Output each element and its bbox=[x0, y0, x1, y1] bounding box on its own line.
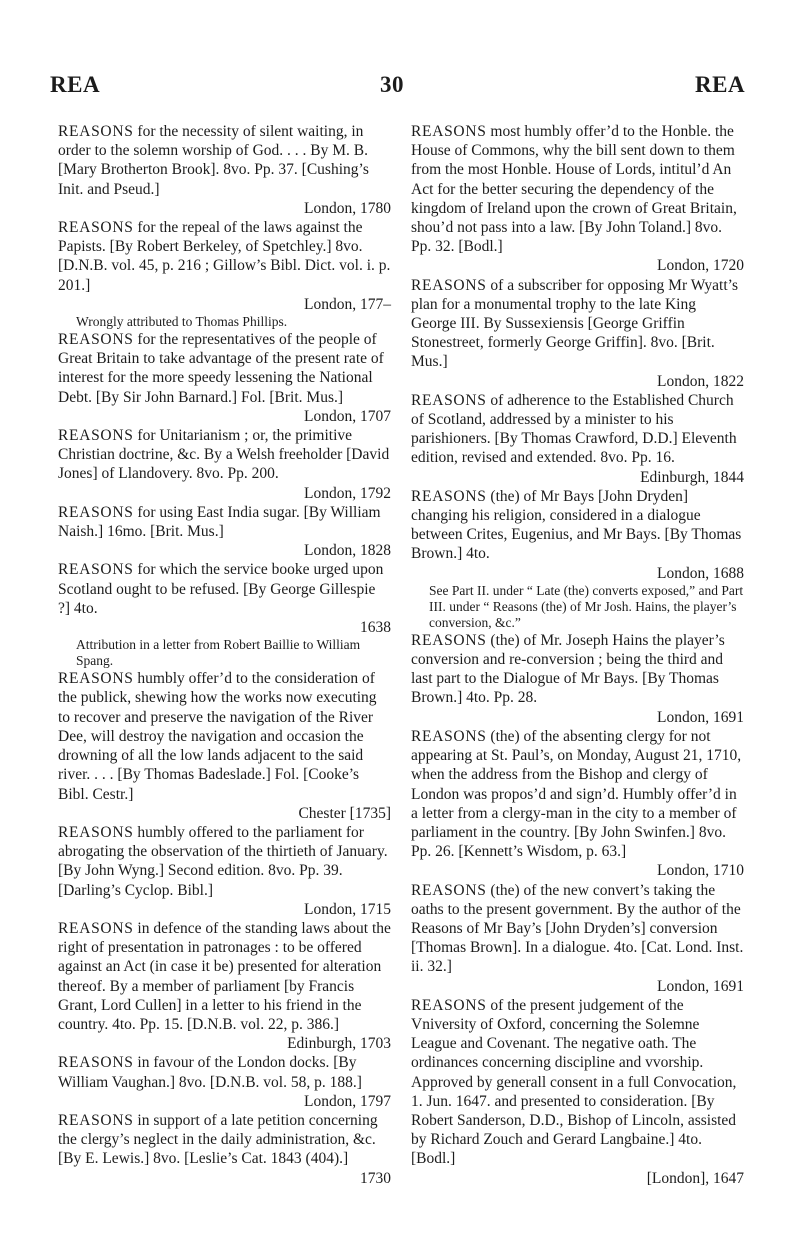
entry-text: for the representatives of the people of Great Britain to take advantage of the present rate of interest for the more speedy lessening the National Debt. [By Sir John Barnard.] Fol. [Brit. Mus.] bbox=[58, 331, 384, 406]
bibliography-entry bbox=[411, 996, 744, 1188]
entry-imprint: London, 1715 bbox=[304, 900, 391, 918]
entry-headword: REASONS bbox=[58, 919, 134, 937]
entry-text: for using East India sugar. [By William Naish.] 16mo. [Brit. Mus.] bbox=[58, 503, 381, 541]
entry-headword: REASONS bbox=[58, 823, 134, 841]
entry-imprint: London, 1691 bbox=[657, 977, 744, 995]
entry-text: for which the service booke urged upon Scotland ought to be refused. [By George Gillespie ?] 4to. bbox=[58, 561, 384, 617]
entry-headword: REASONS bbox=[411, 881, 487, 899]
entry-text: humbly offered to the parliament for abrogating the observation of the thirtieth of January. [By John Wyng.] Second edition. 8vo. Pp. 39. [Darling’s Cyclop. Bibl.] bbox=[58, 823, 388, 899]
entry-headword: REASONS bbox=[58, 561, 134, 579]
entry-imprint: Edinburgh, 1703 bbox=[287, 1035, 391, 1053]
bibliography-entry bbox=[411, 631, 744, 727]
bibliography-entry bbox=[411, 276, 744, 391]
bibliography-entry bbox=[58, 919, 391, 1053]
entry-headword: REASONS bbox=[411, 123, 487, 140]
entry-text: (the) of the new convert’s taking the oaths to the present government. By the author of the Reasons of Mr Bay’s [John Dryden’s] conversion [Thomas Brown]. In a dialogue. 4to. [Cat. Lond. Inst. ii. 32.] bbox=[411, 881, 744, 976]
entry-imprint: London, 1707 bbox=[304, 407, 391, 425]
entry-headword: REASONS bbox=[58, 331, 134, 349]
entry-imprint: London, 1792 bbox=[304, 484, 391, 502]
bibliography-entry bbox=[58, 503, 391, 561]
bibliography-entry bbox=[58, 669, 391, 823]
bibliography-entry bbox=[58, 1111, 391, 1188]
left-column bbox=[58, 122, 391, 1188]
entry-imprint: 1730 bbox=[360, 1169, 391, 1187]
entry-text: in defence of the standing laws about the right of presentation in patronages : to be offered against an Act (in case it be) presented for alteration thereof. By a member of parliament [by Francis Grant, Lord Cullen] in a letter to his friend in the country. 4to. Pp. 15. [D.N.B. vol. 22, p. 386.] bbox=[58, 919, 391, 1033]
entry-headword: REASONS bbox=[58, 670, 134, 688]
entry-imprint: 1638 bbox=[360, 619, 391, 637]
entry-headword: REASONS bbox=[411, 487, 487, 505]
right-column bbox=[411, 122, 744, 1188]
entry-text: (the) of Mr Bays [John Dryden] changing his religion, considered in a dialogue between Crites, Eugenius, and Mr Bays. [By Thomas Brown.] 4to. bbox=[411, 487, 742, 563]
bibliography-entry bbox=[411, 727, 744, 881]
entry-headword: REASONS bbox=[411, 276, 487, 294]
entry-headword: REASONS bbox=[58, 219, 134, 237]
entry-text: for the repeal of the laws against the Papists. [By Robert Berkeley, of Spetchley.] 8vo. [D.N.B. vol. 45, p. 216 ; Gillow’s Bibl. Dict. vol. i. p. 201.] bbox=[58, 219, 391, 294]
entry-imprint: London, 1828 bbox=[304, 542, 391, 560]
entry-headword: REASONS bbox=[411, 996, 487, 1014]
bibliography-entry bbox=[411, 487, 744, 631]
entry-imprint: London, 1691 bbox=[657, 708, 744, 726]
entry-imprint: London, 1780 bbox=[304, 199, 391, 217]
entry-imprint: Edinburgh, 1844 bbox=[640, 468, 744, 486]
bibliography-entry bbox=[58, 1053, 391, 1111]
running-head-left: REA bbox=[50, 72, 101, 97]
entry-headword: REASONS bbox=[411, 391, 487, 409]
bibliography-entry bbox=[411, 122, 744, 276]
entry-text: of adherence to the Established Church of Scotland, addressed by a minister to his parishioners. [By Thomas Crawford, D.D.] Eleventh edition, revised and extended. 8vo. Pp. 16. bbox=[411, 391, 737, 467]
running-head-right: REA bbox=[695, 72, 746, 97]
entry-text: for the necessity of silent waiting, in order to the solemn worship of God. . . . By M. B. [Mary Brotherton Brook]. 8vo. Pp. 37. [Cushing’s Init. and Pseud.] bbox=[58, 123, 369, 198]
entry-imprint: London, 1822 bbox=[657, 372, 744, 390]
entry-headword: REASONS bbox=[58, 1111, 134, 1129]
entry-text: in support of a late petition concerning the clergy’s neglect in the daily administration, &c. [By E. Lewis.] 8vo. [Leslie’s Cat. 1843 (404).] bbox=[58, 1111, 378, 1168]
entry-headword: REASONS bbox=[58, 503, 134, 521]
entry-imprint: London, 1720 bbox=[657, 257, 744, 275]
bibliography-entry bbox=[411, 391, 744, 487]
entry-imprint: London, 1688 bbox=[657, 564, 744, 582]
entry-headword: REASONS bbox=[58, 427, 134, 445]
entry-note: Attribution in a letter from Robert Baillie to William Spang. bbox=[76, 637, 361, 669]
entry-imprint: [London], 1647 bbox=[646, 1169, 744, 1187]
entry-headword: REASONS bbox=[411, 631, 487, 649]
entry-text: humbly offer’d to the consideration of the publick, shewing how the works now executing to recover and preserve the navigation of the River Dee, will destroy the navigation and occasion the drowning of all the low lands adjacent to the said river. . . . [By Thomas Badeslade.] Fol. [Cooke’s Bibl. Cestr.] bbox=[58, 670, 377, 803]
bibliography-entry bbox=[58, 122, 391, 218]
bibliography-entry bbox=[58, 426, 391, 503]
entry-imprint: London, 1797 bbox=[304, 1092, 391, 1110]
entry-text: (the) of the absenting clergy for not appearing at St. Paul’s, on Monday, August 21, 1710, when the address from the Bishop and clergy of London was propos’d and sign’d. Humbly offer’d in a letter from a clergy-man in the city to a member of parliament in the country. [By John Swinfen.] 8vo. Pp. 26. [Kennett’s Wisdom, p. 63.] bbox=[411, 727, 742, 861]
entry-headword: REASONS bbox=[411, 727, 487, 745]
entry-headword: REASONS bbox=[58, 123, 134, 140]
bibliography-entry bbox=[58, 823, 391, 919]
entry-text: for Unitarianism ; or, the primitive Christian doctrine, &c. By a Welsh freeholder [David Jones] of Llandovery. 8vo. Pp. 200. bbox=[58, 427, 390, 483]
entry-note: See Part II. under “ Late (the) converts exposed,” and Part III. under “ Reasons (the) of Mr Josh. Hains, the player’s conversion, &c.” bbox=[429, 582, 744, 630]
page-number: 30 bbox=[380, 72, 404, 97]
entry-text: (the) of Mr. Joseph Hains the player’s conversion and re-conversion ; being the third and last part to the Dialogue of Mr Bays. [By Thomas Brown.] 4to. Pp. 28. bbox=[411, 631, 725, 707]
bibliography-entry bbox=[58, 330, 391, 426]
entry-note: Wrongly attributed to Thomas Phillips. bbox=[76, 314, 288, 330]
bibliography-entry bbox=[411, 881, 744, 996]
entry-headword: REASONS bbox=[58, 1054, 134, 1072]
bibliography-entry bbox=[58, 560, 391, 669]
bibliography-entry bbox=[58, 218, 391, 330]
entry-text: in favour of the London docks. [By William Vaughan.] 8vo. [D.N.B. vol. 58, p. 188.] bbox=[58, 1054, 362, 1091]
entry-text: of the present judgement of the Vniversity of Oxford, concerning the Solemne League and Covenant. The negative oath. The ordinances concerning discipline and vvorship. Approved by generall consent in a full Convocation, 1. Jun. 1647. and presented to consideration. [By Robert Sanderson, D.D., Bishop of Lincoln, assisted by Richard Zouch and Gerard Langbaine.] 4to. [Bodl.] bbox=[411, 996, 737, 1168]
entry-imprint: Chester [1735] bbox=[298, 804, 391, 822]
entry-imprint: London, 1710 bbox=[657, 862, 744, 880]
entry-text: most humbly offer’d to the Honble. the House of Commons, why the bill sent down to them from the most Honble. House of Lords, intitul’d An Act for the better securing the dependency of the kingdom of Ireland upon the crown of Great Britain, shou’d not pass into a law. [By John Toland.] 8vo. Pp. 32. [Bodl.] bbox=[411, 123, 737, 256]
entry-text: of a subscriber for opposing Mr Wyatt’s plan for a monumental trophy to the late King George III. By Sussexiensis [George Griffin Stonestreet, formerly George Griffin]. 8vo. [Brit. Mus.] bbox=[411, 276, 739, 371]
entry-imprint: London, 177– bbox=[304, 295, 391, 313]
